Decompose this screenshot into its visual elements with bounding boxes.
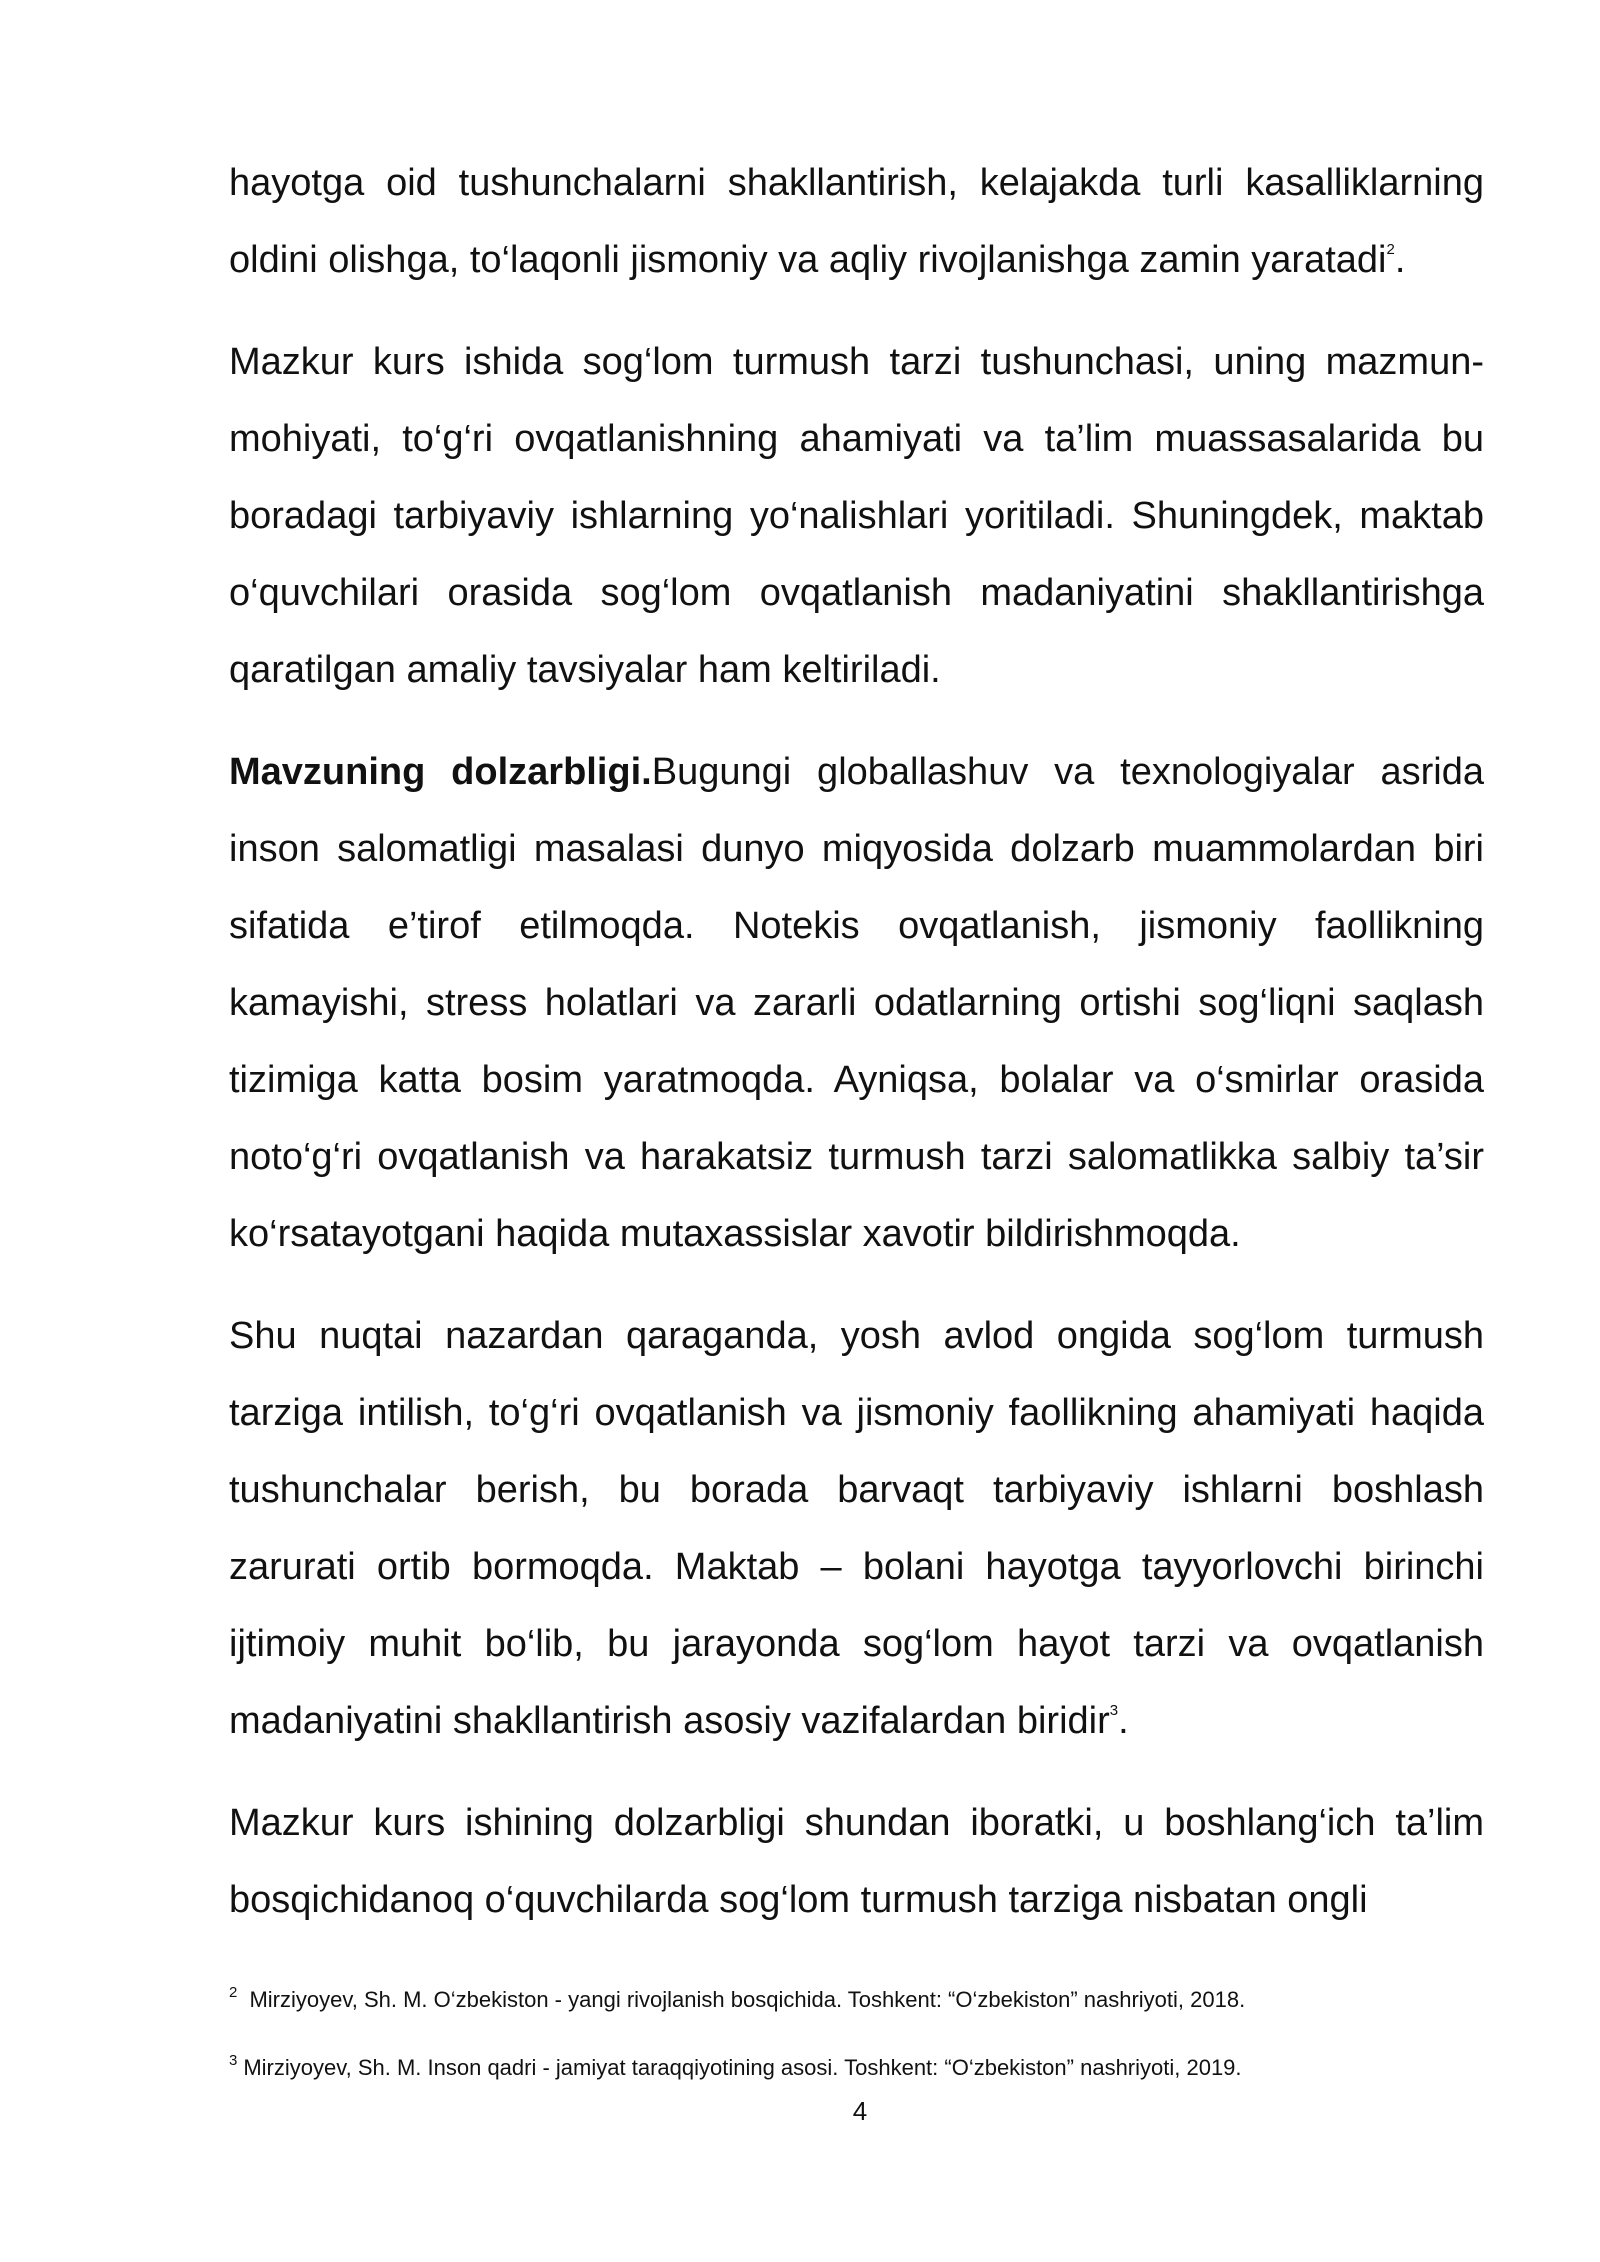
paragraph-continuation — [229, 145, 1484, 299]
paragraph-course-relevance — [229, 1785, 1484, 1939]
footnote-number: 3 — [229, 2052, 238, 2069]
footnote-ref-2[interactable]: 2 — [1386, 241, 1395, 258]
footnote-3 — [229, 2053, 1484, 2083]
paragraph-text: Mazkur kurs ishining dolzarbligi shundan iboratki, u boshlang‘ich ta’lim bosqichidanoq o‘quvchilarda sog‘lom turmush tarziga nisbatan ongli — [229, 1802, 1484, 1921]
paragraph-text: Bugungi globallashuv va texnologiyalar asrida inson salomatligi masalasi dunyo miqyosida dolzarb muammolardan biri sifatida e’tirof etilmoqda. Notekis ovqatlanish, jismoniy faollikning kamayishi, stress holatlari va zararli odatlarning ortishi sog‘liqni saqlash tizimiga katta bosim yaratmoqda. Ayniqsa, bolalar va o‘smirlar orasida noto‘g‘ri ovqatlanish va harakatsiz turmush tarzi salomatlikka salbiy ta’sir ko‘rsatayotgani haqida mutaxassislar xavotir bildirishmoqda. — [229, 751, 1484, 1255]
paragraph-relevance — [229, 734, 1484, 1273]
body-text — [229, 145, 1484, 1964]
paragraph-course-overview — [229, 324, 1484, 709]
paragraph-school-role — [229, 1298, 1484, 1760]
paragraph-text: hayotga oid tushunchalarni shakllantirish, kelajakda turli kasalliklarning oldini olishga, to‘laqonli jismoniy va aqliy rivojlanishga zamin yaratadi — [229, 162, 1484, 281]
section-heading-relevance: Mavzuning dolzarbligi. — [229, 751, 652, 793]
paragraph-tail: . — [1394, 239, 1406, 281]
paragraph-tail: . — [1118, 1700, 1129, 1742]
footnote-number: 2 — [229, 1984, 238, 2001]
paragraph-text: Shu nuqtai nazardan qaraganda, yosh avlod ongida sog‘lom turmush tarziga intilish, to‘g‘ri ovqatlanish va jismoniy faollikning ahamiyati haqida tushunchalar berish, bu borada barvaqt tarbiyaviy ishlarni boshlash zarurati ortib bormoqda. Maktab – bolani hayotga tayyorlovchi birinchi ijtimoiy muhit bo‘lib, bu jarayonda sog‘lom hayot tarzi va ovqatlanish madaniyatini shakllantirish asosiy vazifalardan biridir — [229, 1315, 1484, 1742]
footnote-2 — [229, 1985, 1484, 2015]
paragraph-text: Mazkur kurs ishida sog‘lom turmush tarzi tushunchasi, uning mazmun-mohiyati, to‘g‘ri ovqatlanishning ahamiyati va ta’lim muassasalarida bu boradagi tarbiyaviy ishlarning yo‘nalishlari yoritiladi. Shuningdek, maktab o‘quvchilari orasida sog‘lom ovqatlanish madaniyatini shakllantirishga qaratilgan amaliy tavsiyalar ham keltiriladi. — [229, 341, 1484, 691]
page-number: 4 — [852, 2096, 868, 2126]
footnote-text: Mirziyoyev, Sh. M. Inson qadri - jamiyat taraqqiyotining asosi. Toshkent: “O‘zbekiston” nashriyoti, 2019. — [243, 2055, 1242, 2080]
footnote-text: Mirziyoyev, Sh. M. O‘zbekiston - yangi rivojlanish bosqichida. Toshkent: “O‘zbekiston” nashriyoti, 2018. — [243, 1987, 1246, 2012]
footnote-ref-3[interactable]: 3 — [1109, 1702, 1119, 1719]
